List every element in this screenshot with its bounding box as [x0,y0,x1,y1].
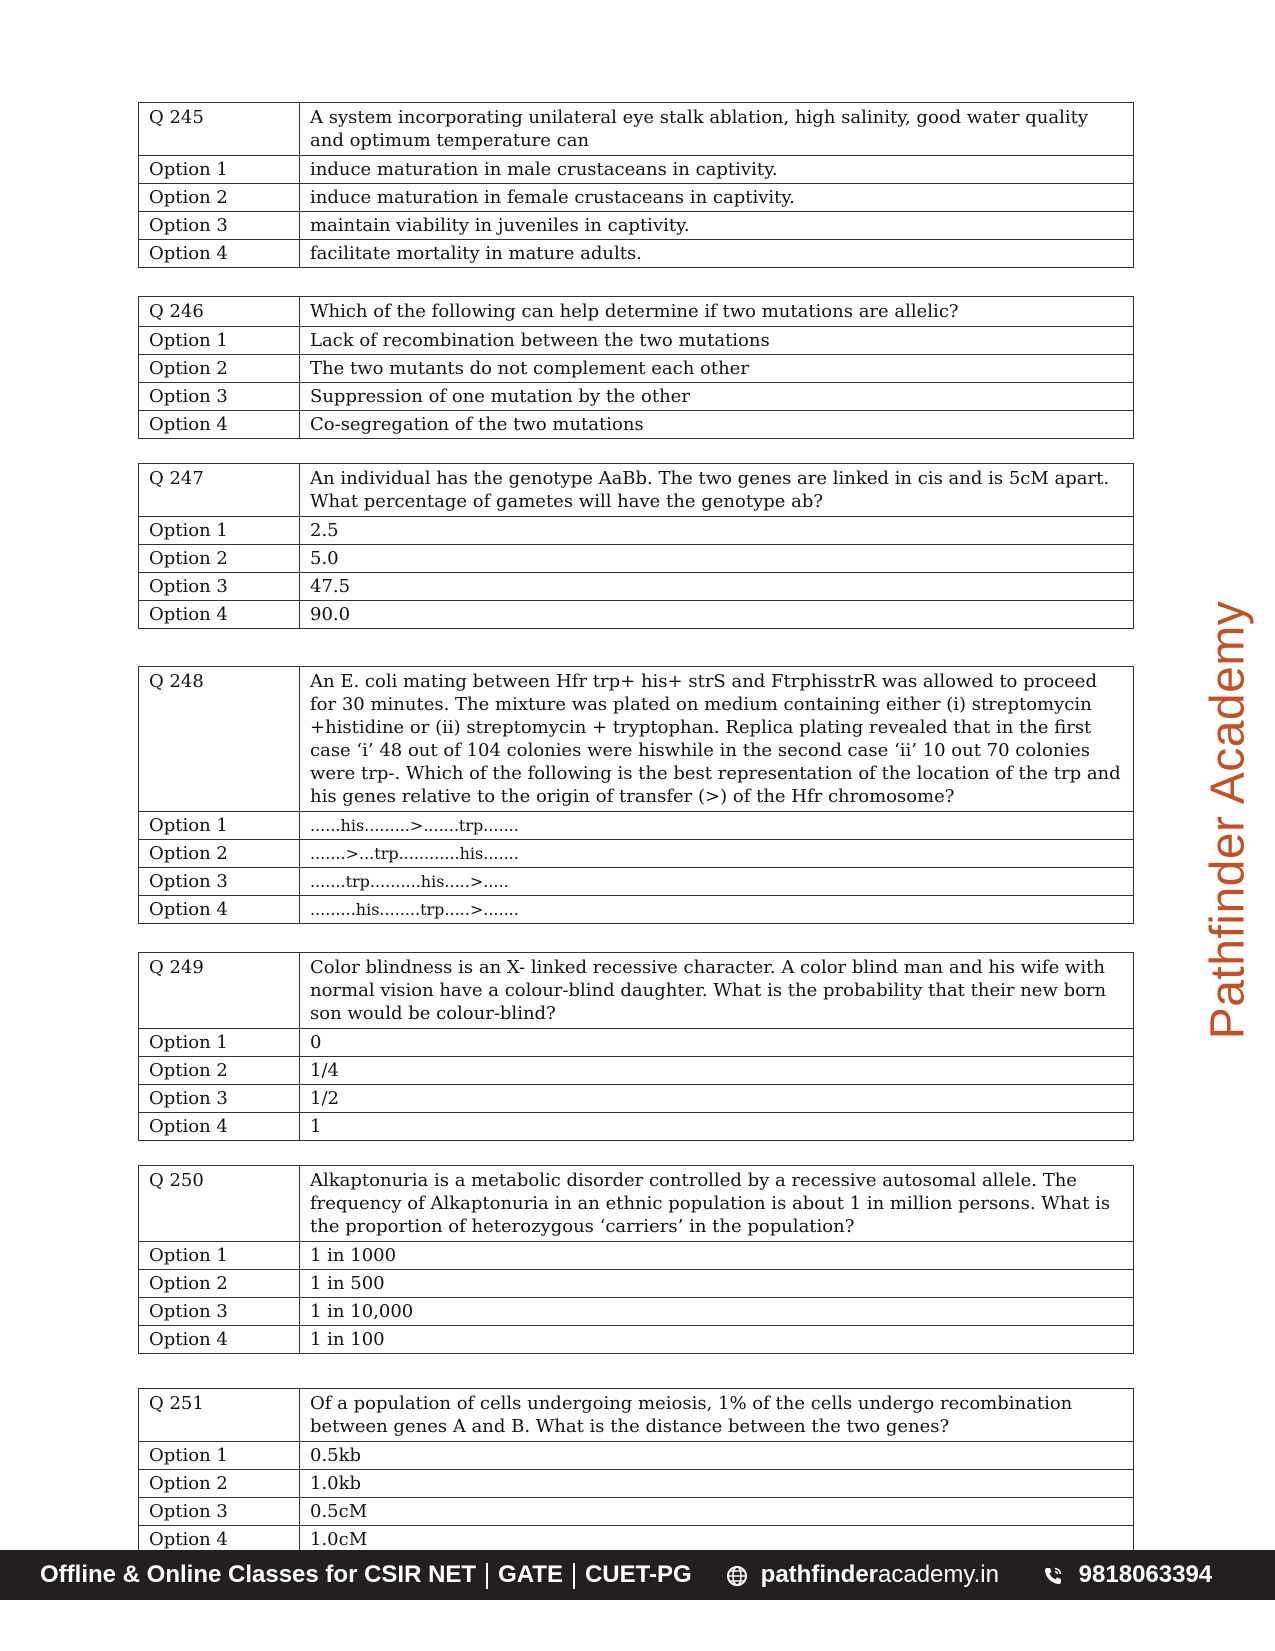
question-row [139,297,1134,327]
option-label: Option 2 [139,355,300,383]
option-row [139,1113,1134,1141]
footer-gate: GATE [498,1561,563,1588]
globe-icon [726,1565,748,1587]
option-row [139,1085,1134,1113]
option-row [139,327,1134,355]
question-text: An E. coli mating between Hfr trp+ his+ strS and FtrphisstrR was allowed to proceed for 30 minutes. The mixture was plated on medium containing either (i) streptomycin +histidine or (ii) streptomycin + tryptophan. Replica plating revealed that in the first case ‘i’ 48 out of 104 colonies were hiswhile in the second case ‘ii’ 10 out 70 colonies were trp-. Which of the following is the best representation of the location of the trp and his genes relative to the origin of transfer (>) of the Hfr chromosome? [300,667,1134,812]
question-table [138,1165,1134,1354]
question-number: Q 246 [139,297,300,327]
footer-website[interactable] [726,1550,999,1600]
footer-bar [0,1550,1275,1600]
option-row [139,1498,1134,1526]
footer-separator [573,1563,575,1589]
question-text: Color blindness is an X- linked recessive character. A color blind man and his wife with normal vision have a colour-blind daughter. What is the probability that their new born son would be colour-blind? [300,953,1134,1029]
footer-phone[interactable] [1042,1550,1212,1600]
option-label: Option 1 [139,327,300,355]
option-text: 1/2 [300,1085,1134,1113]
option-row [139,184,1134,212]
option-label: Option 2 [139,1270,300,1298]
option-row [139,156,1134,184]
option-text: Co-segregation of the two mutations [300,411,1134,439]
option-text: 5.0 [300,545,1134,573]
option-label: Option 1 [139,1442,300,1470]
option-text: 0 [300,1029,1134,1057]
option-label: Option 1 [139,517,300,545]
option-row [139,1242,1134,1270]
question-row [139,464,1134,517]
option-text: 1 in 10,000 [300,1298,1134,1326]
footer-classes-text: Offline & Online Classes for CSIR NET [40,1561,477,1588]
question-row [139,103,1134,156]
footer-classes [40,1550,692,1600]
question-table [138,102,1134,268]
option-text: 0.5kb [300,1442,1134,1470]
option-row [139,573,1134,601]
question-number: Q 249 [139,953,300,1029]
phone-icon [1042,1565,1064,1587]
question-table [138,1388,1134,1554]
question-table [138,952,1134,1141]
option-row [139,240,1134,268]
option-row [139,1270,1134,1298]
option-row [139,517,1134,545]
option-text: 0.5cM [300,1498,1134,1526]
option-text: 1.0cM [300,1526,1134,1554]
question-text: An individual has the genotype AaBb. The two genes are linked in cis and is 5cM apart. What percentage of gametes will have the genotype ab? [300,464,1134,517]
option-label: Option 3 [139,1298,300,1326]
question-table [138,463,1134,629]
option-text: Suppression of one mutation by the other [300,383,1134,411]
question-number: Q 250 [139,1166,300,1242]
option-label: Option 1 [139,1029,300,1057]
option-label: Option 3 [139,573,300,601]
option-label: Option 3 [139,1498,300,1526]
option-label: Option 3 [139,383,300,411]
question-row [139,1389,1134,1442]
question-row [139,953,1134,1029]
option-label: Option 2 [139,545,300,573]
option-row [139,896,1134,924]
question-number: Q 245 [139,103,300,156]
option-text: .........his........trp.....>....... [300,896,1134,924]
option-text: 1/4 [300,1057,1134,1085]
option-label: Option 4 [139,1526,300,1554]
question-row [139,1166,1134,1242]
option-row [139,1470,1134,1498]
option-label: Option 1 [139,156,300,184]
option-text: facilitate mortality in mature adults. [300,240,1134,268]
option-text: 1 in 1000 [300,1242,1134,1270]
option-row [139,212,1134,240]
option-label: Option 3 [139,212,300,240]
option-text: .......>...trp............his....... [300,840,1134,868]
option-row [139,1442,1134,1470]
option-label: Option 4 [139,1113,300,1141]
option-label: Option 4 [139,240,300,268]
option-text: 1 in 100 [300,1326,1134,1354]
option-row [139,1057,1134,1085]
option-row [139,1029,1134,1057]
option-label: Option 2 [139,1057,300,1085]
option-label: Option 3 [139,1085,300,1113]
question-number: Q 247 [139,464,300,517]
option-text: maintain viability in juveniles in captivity. [300,212,1134,240]
question-text: A system incorporating unilateral eye stalk ablation, high salinity, good water quality and optimum temperature can [300,103,1134,156]
question-text: Of a population of cells undergoing meiosis, 1% of the cells undergo recombination between genes A and B. What is the distance between the two genes? [300,1389,1134,1442]
option-text: The two mutants do not complement each other [300,355,1134,383]
option-row [139,545,1134,573]
phone-number: 9818063394 [1078,1561,1213,1588]
option-label: Option 1 [139,812,300,840]
footer-cuet: CUET-PG [584,1561,692,1588]
option-label: Option 4 [139,601,300,629]
option-text: 1 [300,1113,1134,1141]
option-text: 1 in 500 [300,1270,1134,1298]
option-row [139,812,1134,840]
question-text: Which of the following can help determine if two mutations are allelic? [300,297,1134,327]
option-text: 90.0 [300,601,1134,629]
question-number: Q 248 [139,667,300,812]
option-label: Option 4 [139,411,300,439]
option-row [139,1298,1134,1326]
website-domain-rest: academy.in [878,1561,999,1588]
question-table [138,296,1134,439]
question-row [139,667,1134,812]
option-label: Option 3 [139,868,300,896]
option-label: Option 4 [139,896,300,924]
footer-separator [486,1563,488,1589]
option-text: 2.5 [300,517,1134,545]
option-text: .......trp..........his.....>..... [300,868,1134,896]
option-label: Option 1 [139,1242,300,1270]
option-row [139,601,1134,629]
website-domain-bold: pathfinder [760,1561,878,1588]
option-text: induce maturation in female crustaceans in captivity. [300,184,1134,212]
option-label: Option 2 [139,184,300,212]
option-text: induce maturation in male crustaceans in captivity. [300,156,1134,184]
option-label: Option 2 [139,840,300,868]
question-table [138,666,1134,924]
option-row [139,411,1134,439]
option-label: Option 2 [139,1470,300,1498]
option-text: 1.0kb [300,1470,1134,1498]
question-text: Alkaptonuria is a metabolic disorder controlled by a recessive autosomal allele. The frequency of Alkaptonuria in an ethnic population is about 1 in million persons. What is the proportion of heterozygous ‘carriers’ in the population? [300,1166,1134,1242]
option-label: Option 4 [139,1326,300,1354]
option-row [139,1326,1134,1354]
option-row [139,355,1134,383]
option-text: 47.5 [300,573,1134,601]
option-text: Lack of recombination between the two mutations [300,327,1134,355]
option-row [139,383,1134,411]
option-row [139,868,1134,896]
watermark: Pathfinder Academy [1201,600,1255,1040]
option-row [139,840,1134,868]
option-text: ......his.........>.......trp....... [300,812,1134,840]
question-number: Q 251 [139,1389,300,1442]
